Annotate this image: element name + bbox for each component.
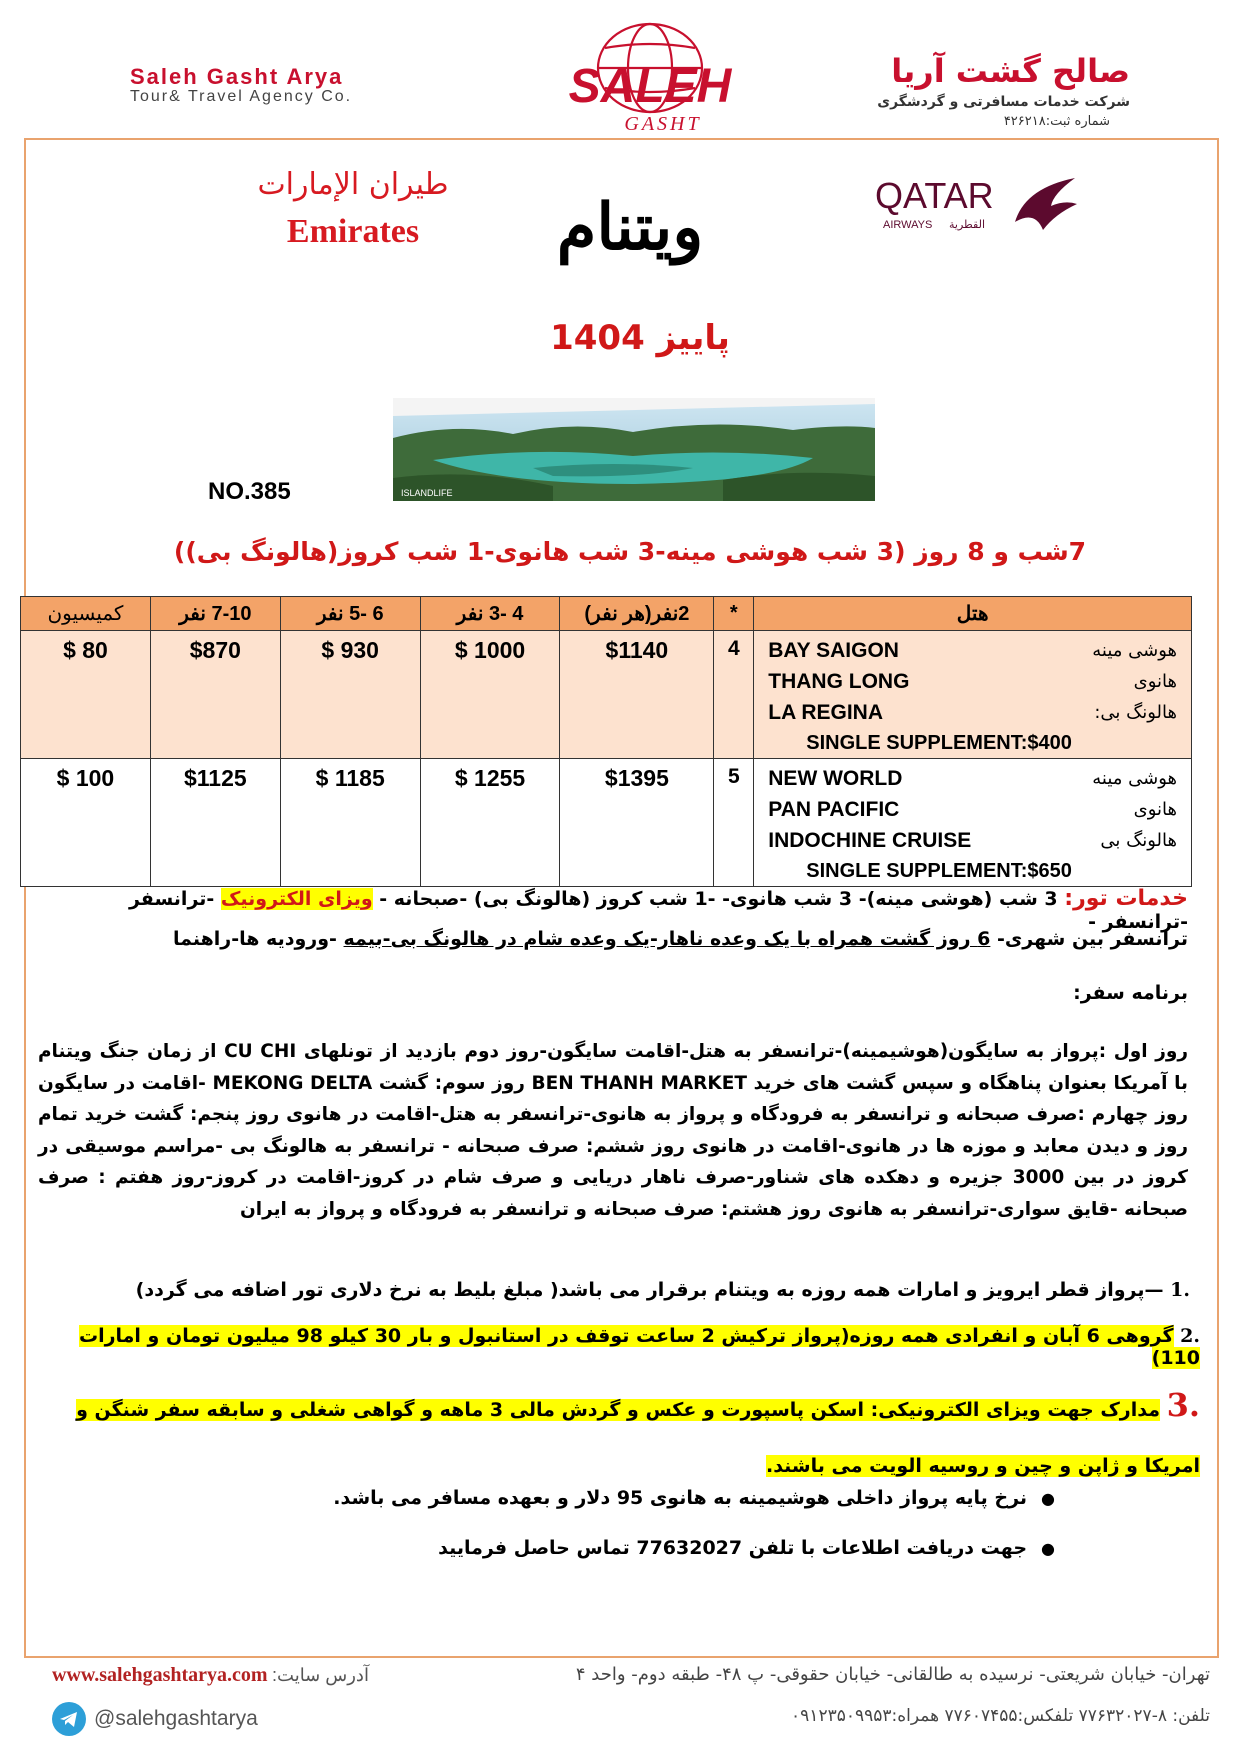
header-3-4-persons: 4 -3 نفر — [420, 597, 560, 631]
note-2 — [50, 1325, 1200, 1369]
logo-text-main: SALEH — [568, 60, 732, 113]
price-2: $1140 — [560, 631, 714, 759]
logo-text-sub: GASHT — [624, 113, 702, 135]
telegram-contact[interactable] — [52, 1702, 258, 1736]
qatar-arabic-text: القطرية — [949, 218, 986, 231]
note-1-text: —پرواز قطر ایرویز و امارات همه روزه به ویتنام برقرار می باشد( مبلغ بلیط به نرخ دلاری تور اضافه می گردد) — [135, 1279, 1164, 1301]
header-stars: * — [714, 597, 754, 631]
star-rating: 4 — [714, 631, 754, 759]
emirates-name-text: Emirates — [286, 213, 420, 250]
halong-bay-photo — [393, 398, 875, 501]
hotel-city: هالونگ بی — [1100, 830, 1177, 851]
saleh-gasht-logo — [545, 18, 755, 136]
note-3-line-1: مدارک جهت ویزای الکترونیکی: اسکن پاسپورت و عکس و گردش مالی 3 ماهه و گواهی شغلی و سابقه سفر شنگن و — [76, 1399, 1160, 1421]
table-header-row — [21, 597, 1192, 631]
tour-number: NO.385 — [208, 478, 291, 505]
hotel-city: هانوی — [1133, 799, 1177, 820]
bullet-1 — [333, 1487, 1055, 1509]
hotel-name: BAY SAIGON — [768, 638, 899, 662]
hotel-name: PAN PACIFIC — [768, 797, 900, 821]
note-2-text: گروهی 6 آبان و انفرادی همه روزه(پرواز ترکیش 2 ساعت توقف در استانبول و بار 30 کیلو 98 میلیون تومان و امارات 110) — [78, 1325, 1200, 1369]
price-7-10: $870 — [150, 631, 280, 759]
bullet-1-text: نرخ پایه پرواز داخلی هوشیمینه به هانوی 95 دلار و بعهده مسافر می باشد. — [333, 1487, 1028, 1509]
season-title: پاییز 1404 — [550, 318, 730, 358]
telegram-handle: @salehgashtarya — [94, 1707, 258, 1730]
table-row — [21, 759, 1192, 887]
table-row — [21, 631, 1192, 759]
tour-services-line-2 — [48, 928, 1188, 950]
hotel-name: NEW WORLD — [768, 766, 903, 790]
hotel-name: INDOCHINE CRUISE — [768, 828, 972, 852]
tour-services-line-1 — [48, 886, 1188, 933]
brand-registration-number: شماره ثبت:۴۲۶۲۱۸ — [1003, 114, 1110, 129]
single-supplement: SINGLE SUPPLEMENT:$400 — [806, 732, 1072, 754]
price-commission: $ 100 — [21, 759, 151, 887]
program-text: روز اول :پرواز به سایگون(هوشیمینه)-ترانسفر به هتل-اقامت سایگون-روز دوم بازدید از تونلهای CU CHI از زمان جنگ ویتنام با آمریکا بعنوان پناهگاه و سپس گشت های خرید BEN THANH MARKET روز سوم: گشت MEKONG DELTA -اقامت در سایگون روز چهارم :صرف صبحانه و ترانسفر به فرودگاه و پرواز به هانوی-ترانسفر به هتل-اقامت در هانوی روز پنجم: گشت خرید تمام روز و دیدن معابد و موزه ها در هانوی-اقامت در هانوی روز ششم: صرف صبحانه - ترانسفر به هالونگ بی -مراسم موسیقی در کروز در بین 3000 جزیره و دهکده های شناور-صرف ناهار دریایی و صرف شام در کروز-اقامت در کروز-روز هفتم : صرف صبحانه -قایق سواری-ترانسفر به هانوی روز هشتم: صرف صبحانه و ترانسفر به فرودگاه و پرواز به ایران — [38, 1041, 1188, 1220]
star-rating: 5 — [714, 759, 754, 887]
phone-numbers: تلفن: ۸-۷۷۶۳۲۰۲۷ تلفکس:۷۷۶۰۷۴۵۵ همراه:۰۹۱۲۳۵۰۹۹۵۳ — [791, 1706, 1210, 1726]
price-table — [20, 596, 1192, 887]
services-text-underlined: 6 روز گشت همراه با یک وعده ناهار-یک وعده شام در هالونگ بی-بیمه — [343, 928, 991, 950]
header-2-persons: 2نفر(هر نفر) — [560, 597, 714, 631]
services-text-c: ترانسفر بین شهری- — [997, 928, 1188, 950]
note-2-number: .2 — [1180, 1325, 1200, 1347]
hotel-city: هوشی مینه — [1092, 640, 1177, 661]
services-text-d: -ورودیه ها-راهنما — [172, 928, 337, 950]
services-label: خدمات تور: — [1064, 886, 1188, 911]
header-7-10-persons: 7-10 نفر — [150, 597, 280, 631]
qatar-sub-text: AIRWAYS — [883, 219, 933, 231]
qatar-name-text: QATAR — [875, 175, 994, 216]
services-text-a: 3 شب (هوشی مینه)- 3 شب هانوی- -1 شب کروز (هالونگ بی) -صبحانه - — [379, 888, 1058, 910]
note-3 — [50, 1377, 1200, 1494]
bullet-icon: ● — [1041, 1539, 1055, 1558]
note-3-number: .3 — [1166, 1386, 1200, 1424]
hotel-city: هالونگ بی: — [1094, 702, 1177, 723]
hotel-city: هوشی مینه — [1092, 768, 1177, 789]
oryx-icon — [1015, 178, 1077, 230]
hotel-list — [754, 631, 1192, 759]
price-7-10: $1125 — [150, 759, 280, 887]
telegram-icon — [52, 1702, 86, 1736]
header-5-6-persons: 6 -5 نفر — [280, 597, 420, 631]
bullet-icon: ● — [1041, 1489, 1055, 1508]
single-supplement: SINGLE SUPPLEMENT:$650 — [806, 860, 1072, 882]
qatar-airways-logo — [875, 170, 1085, 240]
note-3-line-2: امریکا و ژاپن و چین و روسیه الویت می باشند. — [765, 1455, 1200, 1477]
price-5-6: $ 930 — [280, 631, 420, 759]
hotel-list — [754, 759, 1192, 887]
price-3-4: $ 1000 — [420, 631, 560, 759]
brand-persian-subtitle: شرکت خدمات مسافرتی و گردشگری — [877, 94, 1130, 110]
address: تهران- خیابان شریعتی- نرسیده به طالقانی- خیابان حقوقی- پ ۴۸- طبقه دوم- واحد ۴ — [575, 1664, 1210, 1685]
footer-divider — [24, 1656, 1219, 1658]
destination-title: ویتنام — [556, 190, 704, 265]
brand-english-subtitle: Tour& Travel Agency Co. — [130, 88, 353, 105]
program-title: برنامه سفر: — [1073, 982, 1188, 1004]
hotel-name: THANG LONG — [768, 669, 910, 693]
brand-persian-name: صالح گشت آریا — [891, 52, 1130, 90]
services-text-b: -ترانسفر -ترانسفر - — [128, 888, 1188, 933]
website-label: :آدرس سایت — [272, 1665, 369, 1685]
price-5-6: $ 1185 — [280, 759, 420, 887]
price-3-4: $ 1255 — [420, 759, 560, 887]
website-url[interactable]: www.salehgashtarya.com — [52, 1664, 268, 1686]
photo-caption: ISLANDLIFE — [401, 488, 453, 498]
bullet-2-text: جهت دریافت اطلاعات با تلفن 77632027 تماس حاصل فرمایید — [438, 1537, 1028, 1559]
services-visa-highlight: ویزای الکترونیک — [220, 888, 373, 910]
header-commission: کمیسیون — [21, 597, 151, 631]
note-1-number: .1 — [1170, 1279, 1190, 1301]
bullet-2 — [438, 1537, 1055, 1559]
itinerary-headline: 7شب و 8 روز (3 شب هوشی مینه-3 شب هانوی-1 شب کروز(هالونگ بی)) — [173, 537, 1087, 566]
emirates-arabic-text: طيران الإمارات — [257, 167, 449, 202]
hotel-city: هانوی — [1133, 671, 1177, 692]
header-hotel: هتل — [754, 597, 1192, 631]
hotel-name: LA REGINA — [768, 700, 883, 724]
brand-english-name: Saleh Gasht Arya — [130, 64, 344, 89]
emirates-logo — [248, 150, 458, 255]
website — [52, 1664, 369, 1687]
price-2: $1395 — [560, 759, 714, 887]
price-commission: $ 80 — [21, 631, 151, 759]
note-1 — [70, 1279, 1190, 1301]
